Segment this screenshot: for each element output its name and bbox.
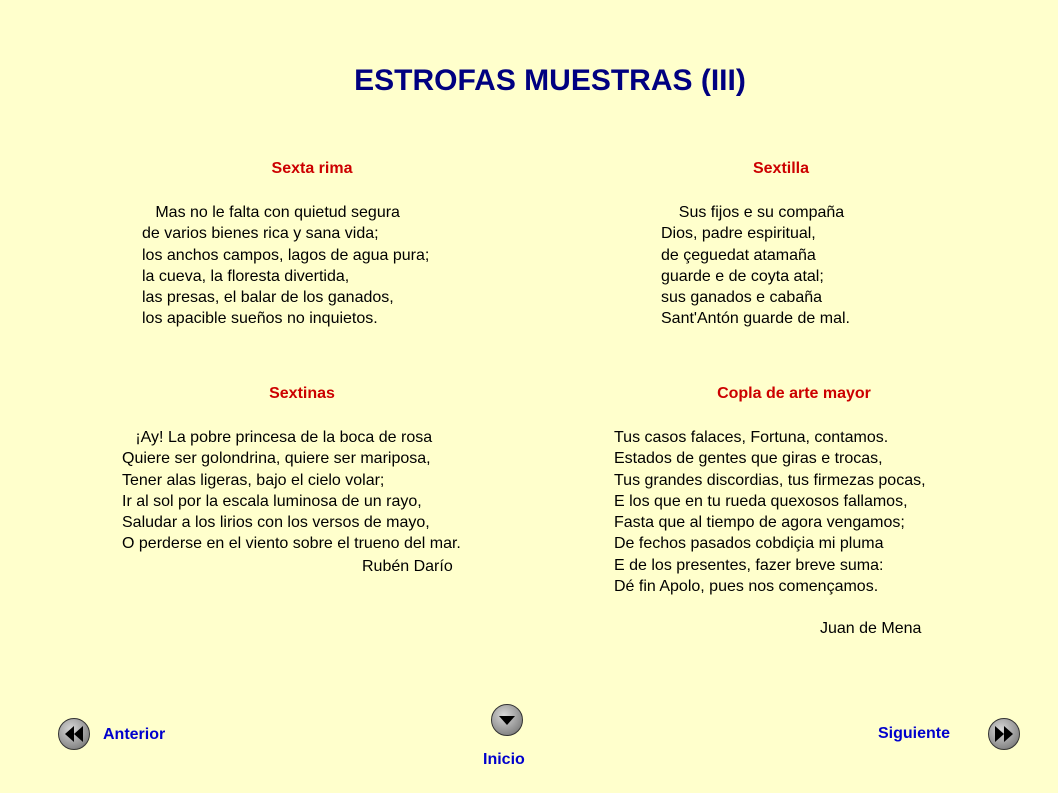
poem-author: Juan de Mena [820,620,922,638]
poem-heading: Sextinas [269,385,335,402]
poem-line: los anchos campos, lagos de agua pura; [142,246,430,264]
poem-heading: Copla de arte mayor [717,385,871,402]
poem-line: O perderse en el viento sobre el trueno del mar. [122,535,461,553]
poem-line: Estados de gentes que giras e trocas, [614,450,883,468]
poem-lines [614,427,974,597]
next-button[interactable] [988,718,1020,750]
rewind-icon [64,726,84,742]
fast-forward-icon [994,726,1014,742]
poem-lines [142,202,482,330]
poem-heading: Sextilla [752,160,810,177]
poem-lines [122,427,482,555]
home-button[interactable] [491,704,523,736]
poem-line: las presas, el balar de los ganados, [142,289,394,307]
poem-line: E los que en tu rueda quexosos fallamos, [614,492,908,510]
next-link[interactable]: Siguiente [878,725,951,742]
poem-line: Dios, padre espiritual, [661,225,816,243]
poem-line: Saludar a los lirios con los versos de mayo, [122,514,430,532]
poem-line: ¡Ay! La pobre princesa de la boca de rosa [122,429,433,446]
poem-line: E de los presentes, fazer breve suma: [614,556,884,574]
poem-line: sus ganados e cabaña [661,289,823,307]
poem-line: de varios bienes rica y sana vida; [142,225,379,243]
previous-link[interactable]: Anterior [103,726,166,743]
poem-line: guarde e de coyta atal; [661,267,824,285]
poem-sextinas [122,385,482,576]
poem-line: De fechos pasados cobdiçia mi pluma [614,535,884,553]
home-link[interactable]: Inicio [483,751,525,768]
poem-line: Quiere ser golondrina, quiere ser mariposa, [122,450,431,468]
down-triangle-icon [499,714,515,726]
poem-line: la cueva, la floresta divertida, [142,267,350,285]
poem-lines [661,202,901,330]
poem-author: Rubén Darío [362,557,453,575]
poem-line: Ir al sol por la escala luminosa de un rayo, [122,492,422,510]
poem-sexta-rima [142,160,482,330]
poem-copla-arte-mayor [614,385,974,638]
page-title: ESTROFAS MUESTRAS (III) [354,64,746,97]
poem-line: Tus casos falaces, Fortuna, contamos. [614,429,889,446]
poem-line: Mas no le falta con quietud segura [142,204,400,221]
previous-button[interactable] [58,718,90,750]
poem-line: de çeguedat atamaña [661,246,816,264]
poem-line: Tener alas ligeras, bajo el cielo volar; [122,471,385,489]
poem-line: Sant'Antón guarde de mal. [661,310,850,328]
poem-sextilla [661,160,901,330]
poem-line: Fasta que al tiempo de agora vengamos; [614,514,905,532]
poem-heading: Sexta rima [271,160,353,177]
poem-line: Tus grandes discordias, tus firmezas pocas, [614,471,926,489]
poem-line: Dé fin Apolo, pues nos començamos. [614,578,879,596]
poem-line: los apacible sueños no inquietos. [142,310,378,328]
poem-line: Sus fijos e su compaña [661,204,845,221]
